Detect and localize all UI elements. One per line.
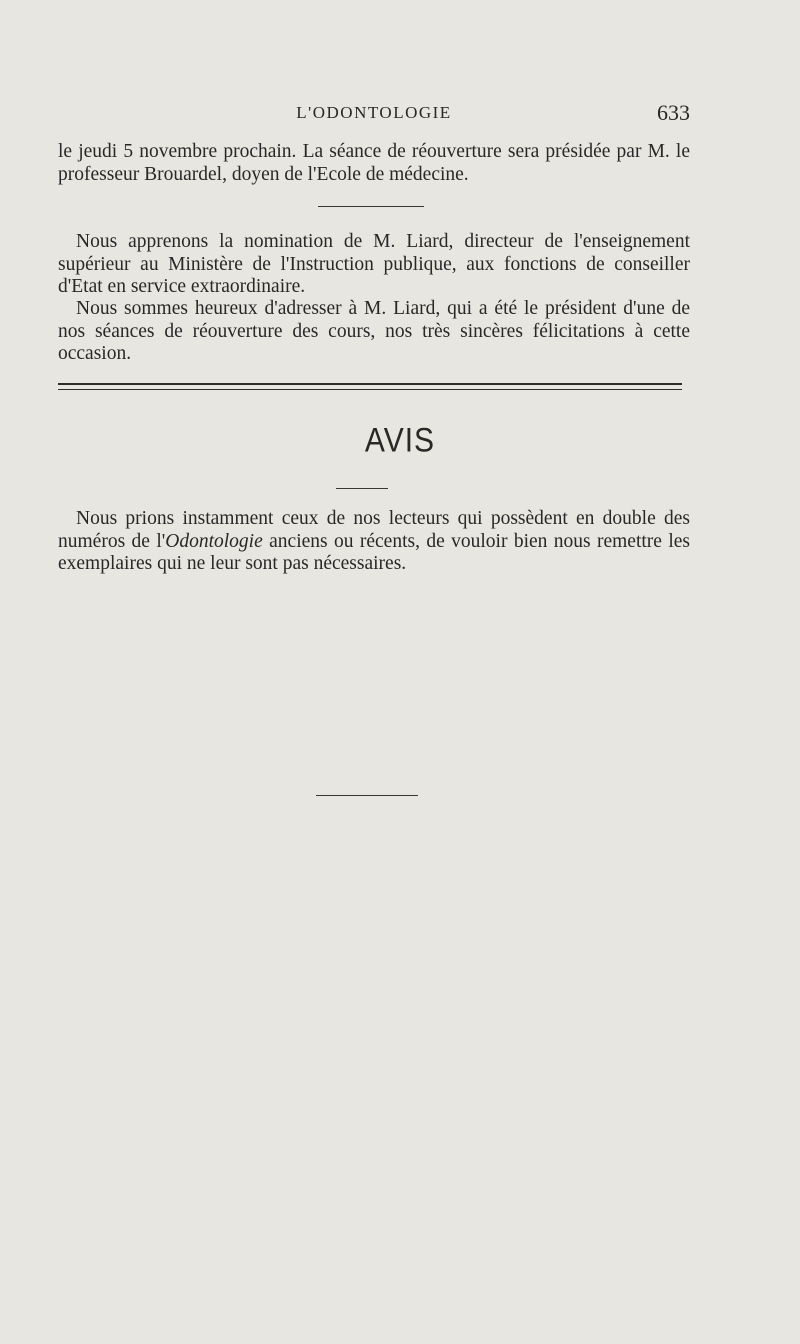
running-title: L'ODONTOLOGIE — [296, 103, 452, 122]
page-header — [58, 100, 690, 126]
paragraph-felicitations: Nous sommes heureux d'adresser à M. Liard, qui a été le président d'une de nos séances de réouverture des cours, nos très sincères félicitations à cette occasion. — [58, 298, 690, 364]
double-rule-divider — [58, 383, 682, 392]
notice-text-after: anciens ou récents, de vouloir bien nous remettre les exemplaires qui ne leur sont pas nécessaires. — [58, 530, 690, 574]
section-divider — [318, 206, 424, 207]
journal-name: Odontologie — [165, 530, 263, 552]
notice-paragraph — [58, 508, 690, 576]
notice-text-before: Nous prions instamment ceux de nos lecteurs qui possèdent en double des numéros de l' — [58, 508, 690, 552]
closing-divider — [316, 795, 418, 796]
heading-underline — [336, 488, 388, 489]
paragraph-continuation: le jeudi 5 novembre prochain. La séance de réouverture sera présidée par M. le professeur Brouardel, doyen de l'Ecole de médecine. — [58, 141, 690, 185]
paragraph-nomination: Nous apprenons la nomination de M. Liard, directeur de l'enseignement supérieur au Ministère de l'Instruction publique, aux fonctions de conseiller d'Etat en service extraordinaire. — [58, 231, 690, 297]
notice-heading: AVIS — [364, 421, 436, 460]
page-number: 633 — [657, 100, 690, 125]
